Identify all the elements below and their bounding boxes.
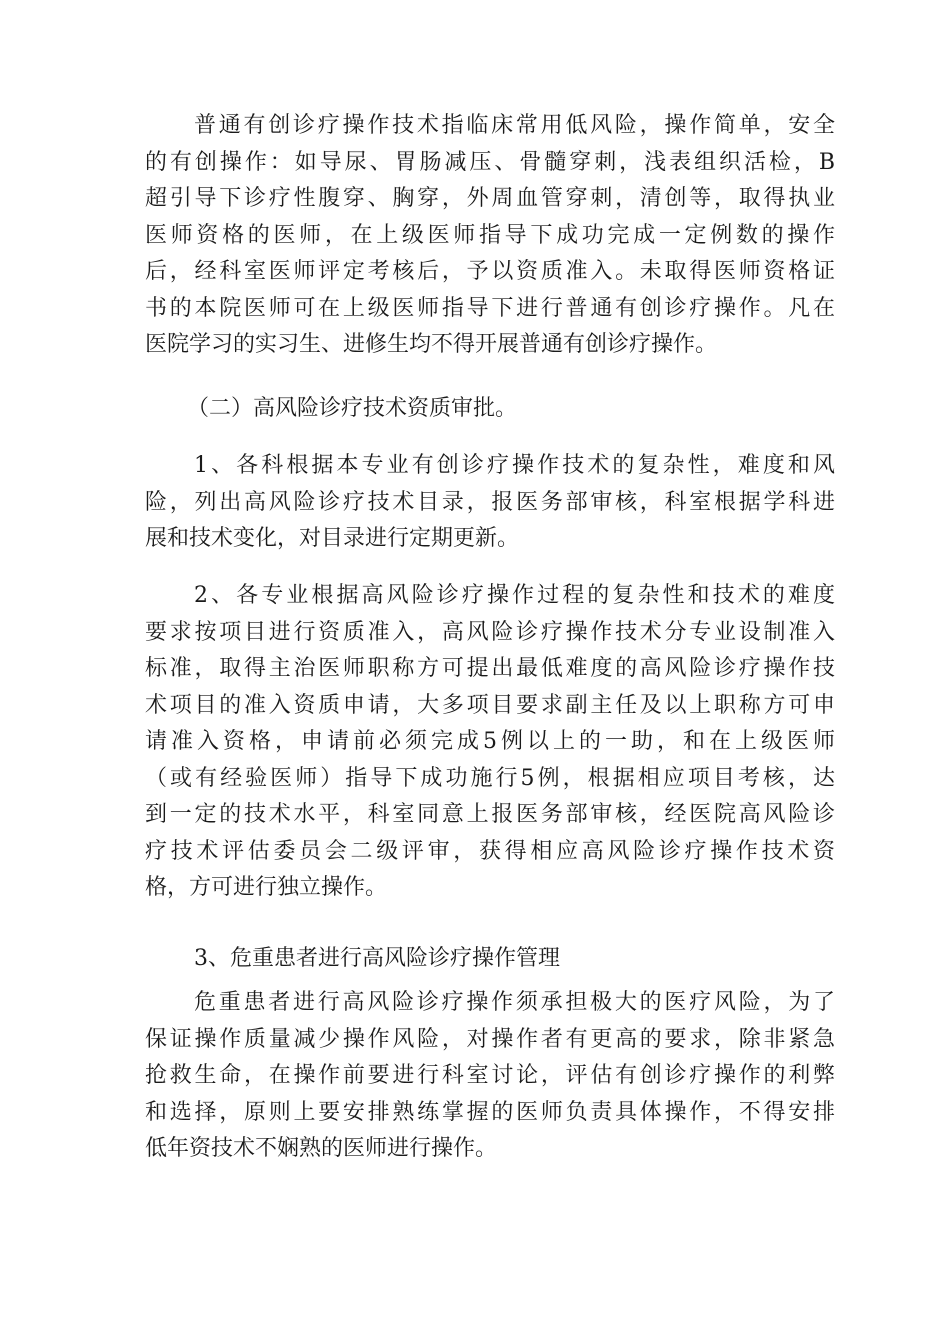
text-line: 和选择，原则上要安排熟练掌握的医师负责具体操作，不得安排 xyxy=(145,1099,835,1125)
text-line: （或有经验医师）指导下成功施行5例，根据相应项目考核，达 xyxy=(145,765,835,791)
paragraph-item-2 xyxy=(145,578,835,907)
text-line: 后，经科室医师评定考核后，予以资质准入。未取得医师资格证 xyxy=(145,259,835,284)
text-line: 格，方可进行独立操作。 xyxy=(145,875,388,900)
text-line: 要求按项目进行资质准入，高风险诊疗操作技术分专业设制准入 xyxy=(145,619,835,645)
text-line: 标准，取得主治医师职称方可提出最低难度的高风险诊疗操作技 xyxy=(145,656,835,681)
text-line: 医院学习的实习生、进修生均不得开展普通有创诊疗操作。 xyxy=(145,332,718,357)
text-line: 的有创操作：如导尿、胃肠减压、骨髓穿刺，浅表组织活检，B xyxy=(145,149,835,175)
paragraph-item-3-heading xyxy=(145,941,835,978)
text-line: 保证操作质量减少操作风险，对操作者有更高的要求，除非紧急 xyxy=(145,1026,835,1052)
paragraph-item-1 xyxy=(145,448,835,558)
text-line: 医师资格的医师，在上级医师指导下成功完成一定例数的操作 xyxy=(145,222,835,248)
text-line: 普通有创诊疗操作技术指临床常用低风险，操作简单，安全 xyxy=(194,113,835,138)
text-line: 展和技术变化，对目录进行定期更新。 xyxy=(145,526,520,551)
text-line: 超引导下诊疗性腹穿、胸穿，外周血管穿刺，清创等，取得执业 xyxy=(145,186,835,211)
text-line: 书的本院医师可在上级医师指导下进行普通有创诊疗操作。凡在 xyxy=(145,295,835,321)
section-heading-2 xyxy=(145,391,835,428)
text-line: 2、各专业根据高风险诊疗操作过程的复杂性和技术的难度 xyxy=(194,583,835,608)
text-line: 1、各科根据本专业有创诊疗操作技术的复杂性，难度和风 xyxy=(194,453,835,478)
section-heading-text: （二）高风险诊疗技术资质审批。 xyxy=(187,396,518,421)
text-line: 术项目的准入资质申请，大多项目要求副主任及以上职称方可申 xyxy=(145,692,835,718)
text-line: 到一定的技术水平，科室同意上报医务部审核，经医院高风险诊 xyxy=(145,802,835,827)
text-line: 请准入资格，申请前必须完成5例以上的一助，和在上级医师 xyxy=(145,729,835,754)
text-line: 险，列出高风险诊疗技术目录，报医务部审核，科室根据学科进 xyxy=(145,489,835,515)
text-line: 危重患者进行高风险诊疗操作须承担极大的医疗风险，为了 xyxy=(194,990,835,1015)
text-line: 抢救生命，在操作前要进行科室讨论，评估有创诊疗操作的利弊 xyxy=(145,1063,835,1088)
paragraph-general-invasive xyxy=(145,108,835,364)
text-line: 疗技术评估委员会二级评审，获得相应高风险诊疗操作技术资 xyxy=(145,838,835,864)
item-heading-text: 3、危重患者进行高风险诊疗操作管理 xyxy=(194,946,560,971)
paragraph-item-3-body xyxy=(145,985,835,1168)
text-line: 低年资技术不娴熟的医师进行操作。 xyxy=(145,1136,498,1161)
